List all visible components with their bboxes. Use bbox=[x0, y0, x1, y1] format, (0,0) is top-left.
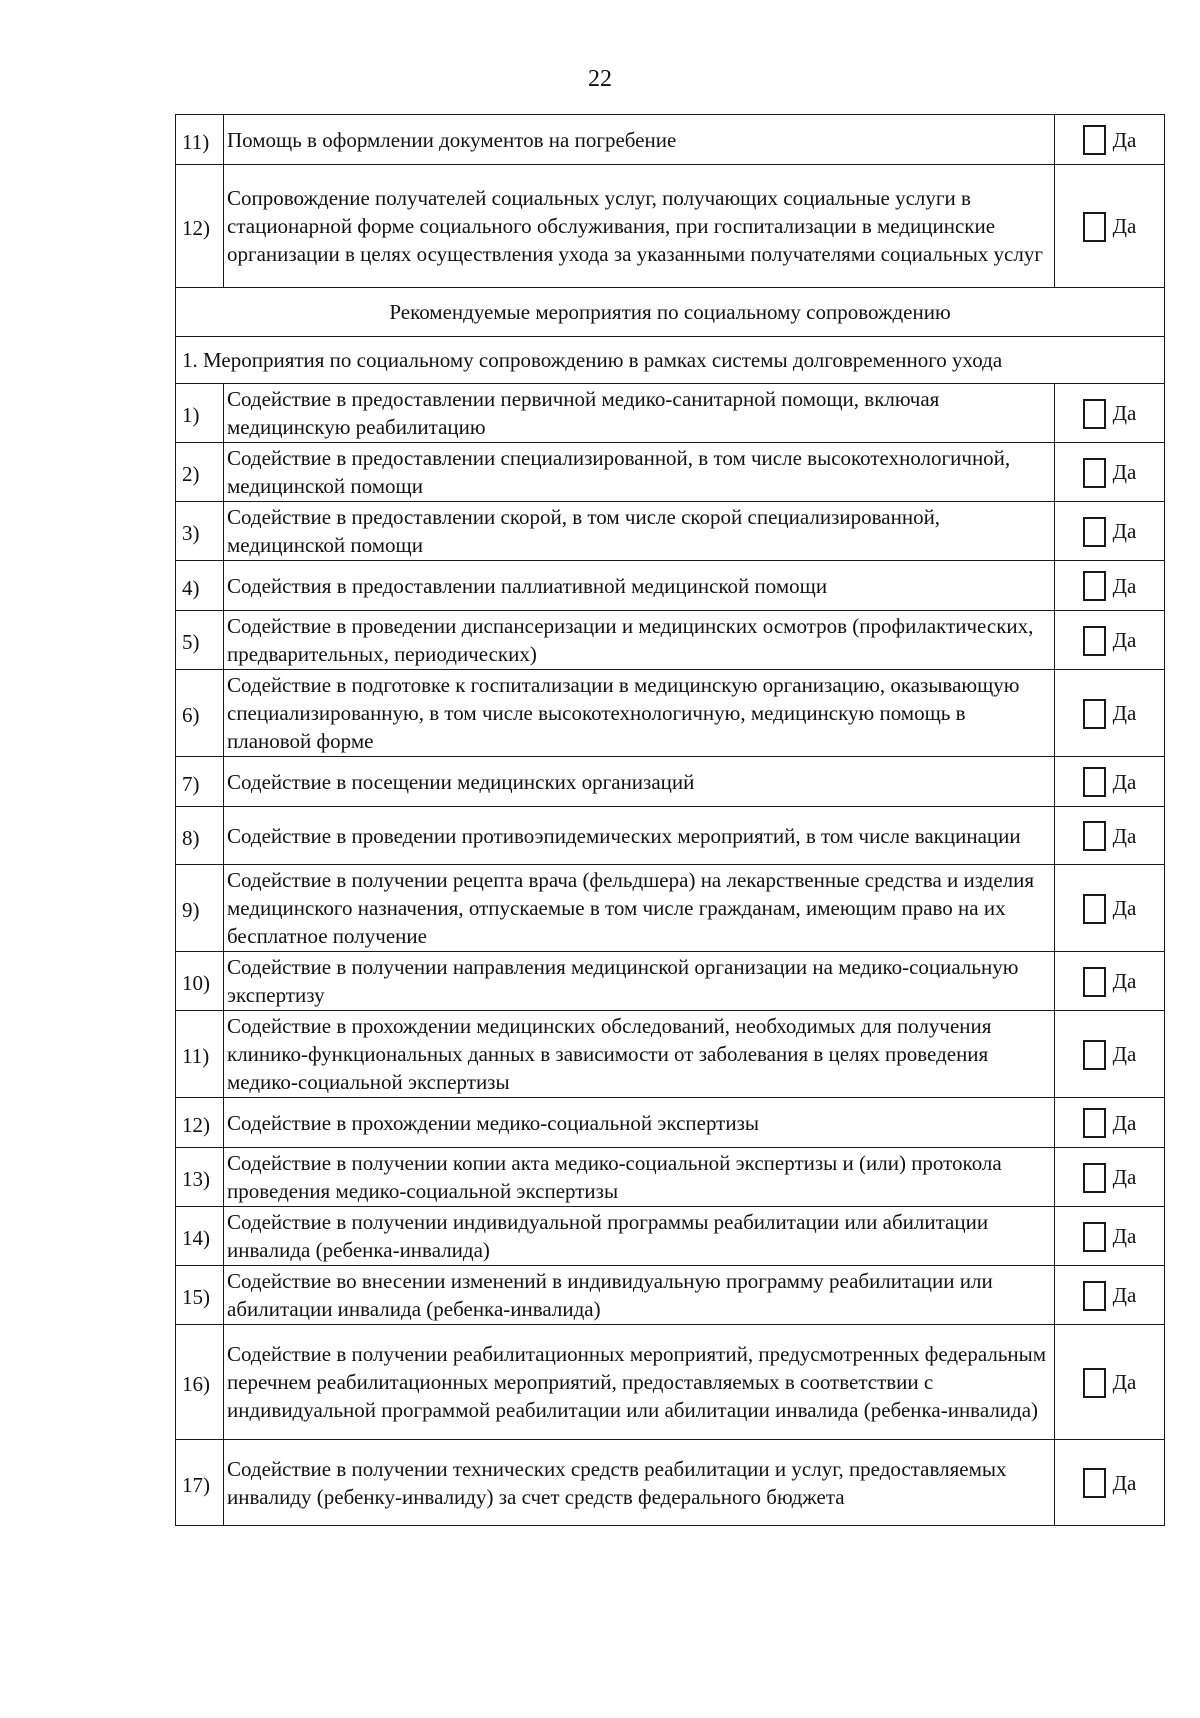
checkbox-label: Да bbox=[1112, 701, 1137, 726]
row-description: Содействие в проведении противоэпидемических мероприятий, в том числе вакцинации bbox=[224, 807, 1055, 865]
row-description: Помощь в оформлении документов на погребение bbox=[224, 115, 1055, 165]
row-number: 10) bbox=[176, 952, 224, 1011]
row-number: 11) bbox=[176, 1011, 224, 1098]
row-description: Содействие в проведении диспансеризации и медицинских осмотров (профилактических, предварительных, периодических) bbox=[224, 611, 1055, 670]
table-row bbox=[176, 807, 1165, 865]
row-number: 14) bbox=[176, 1207, 224, 1266]
table-row bbox=[176, 1325, 1165, 1440]
checkbox-label: Да bbox=[1112, 628, 1137, 653]
row-description: Содействие в предоставлении скорой, в том числе скорой специализированной, медицинской помощи bbox=[224, 502, 1055, 561]
row-number: 16) bbox=[176, 1325, 224, 1440]
checkbox[interactable] bbox=[1083, 1468, 1106, 1498]
checkbox-label: Да bbox=[1112, 824, 1137, 849]
checkbox-label: Да bbox=[1112, 574, 1137, 599]
row-description: Содействие в прохождении медико-социальной экспертизы bbox=[224, 1098, 1055, 1148]
table-row bbox=[176, 952, 1165, 1011]
row-description: Содействие в получении копии акта медико-социальной экспертизы и (или) протокола проведения медико-социальной экспертизы bbox=[224, 1148, 1055, 1207]
checkbox-label: Да bbox=[1112, 1224, 1137, 1249]
yes-checkbox-cell[interactable] bbox=[1055, 952, 1165, 1011]
section-row bbox=[176, 337, 1165, 384]
checkbox-label: Да bbox=[1112, 128, 1137, 153]
activity-rows bbox=[176, 384, 1165, 1526]
table-row bbox=[176, 865, 1165, 952]
table-heading: Рекомендуемые мероприятия по социальному сопровождению bbox=[176, 288, 1165, 337]
checkbox[interactable] bbox=[1083, 1108, 1106, 1138]
table-row bbox=[176, 611, 1165, 670]
checkbox[interactable] bbox=[1083, 1281, 1106, 1311]
checkbox[interactable] bbox=[1083, 821, 1106, 851]
row-number: 13) bbox=[176, 1148, 224, 1207]
page-number: 22 bbox=[588, 66, 612, 92]
yes-checkbox-cell[interactable] bbox=[1055, 384, 1165, 443]
yes-checkbox-cell[interactable] bbox=[1055, 1207, 1165, 1266]
row-description: Сопровождение получателей социальных услуг, получающих социальные услуги в стационарной форме социального обслуживания, при госпитализации в медицинские организации в целях осуществления ухода за указанными получателями социальных услуг bbox=[224, 165, 1055, 288]
row-description: Содействие в получении технических средств реабилитации и услуг, предоставляемых инвалиду (ребенку-инвалиду) за счет средств федерального бюджета bbox=[224, 1440, 1055, 1526]
row-description: Содействие в предоставлении специализированной, в том числе высокотехнологичной, медицинской помощи bbox=[224, 443, 1055, 502]
row-number: 15) bbox=[176, 1266, 224, 1325]
row-number: 3) bbox=[176, 502, 224, 561]
yes-checkbox-cell[interactable] bbox=[1055, 1011, 1165, 1098]
checkbox-label: Да bbox=[1112, 214, 1137, 239]
row-number: 9) bbox=[176, 865, 224, 952]
yes-checkbox-cell[interactable] bbox=[1055, 165, 1165, 288]
table-row bbox=[176, 670, 1165, 757]
row-description: Содействие в предоставлении первичной медико-санитарной помощи, включая медицинскую реабилитацию bbox=[224, 384, 1055, 443]
checkbox-label: Да bbox=[1112, 1111, 1137, 1136]
row-description: Содействие во внесении изменений в индивидуальную программу реабилитации или абилитации инвалида (ребенка-инвалида) bbox=[224, 1266, 1055, 1325]
row-description: Содействие в подготовке к госпитализации в медицинскую организацию, оказывающую специализированную, в том числе высокотехнологичную, медицинскую помощь в плановой форме bbox=[224, 670, 1055, 757]
checkbox[interactable] bbox=[1083, 1222, 1106, 1252]
top-rows bbox=[176, 115, 1165, 288]
checkbox[interactable] bbox=[1083, 894, 1106, 924]
yes-checkbox-cell[interactable] bbox=[1055, 807, 1165, 865]
checkbox[interactable] bbox=[1083, 626, 1106, 656]
row-number: 6) bbox=[176, 670, 224, 757]
yes-checkbox-cell[interactable] bbox=[1055, 611, 1165, 670]
row-number: 12) bbox=[176, 165, 224, 288]
table-row bbox=[176, 384, 1165, 443]
row-description: Содействие в получении рецепта врача (фельдшера) на лекарственные средства и изделия медицинского назначения, отпускаемые в том числе гражданам, имеющим право на их бесплатное получение bbox=[224, 865, 1055, 952]
checkbox[interactable] bbox=[1083, 967, 1106, 997]
table-row bbox=[176, 561, 1165, 611]
heading-rows bbox=[176, 288, 1165, 384]
checkbox[interactable] bbox=[1083, 699, 1106, 729]
checkbox-label: Да bbox=[1112, 460, 1137, 485]
row-number: 7) bbox=[176, 757, 224, 807]
service-table bbox=[175, 114, 1165, 1526]
table-row bbox=[176, 1440, 1165, 1526]
checkbox[interactable] bbox=[1083, 399, 1106, 429]
table-row bbox=[176, 1148, 1165, 1207]
row-number: 4) bbox=[176, 561, 224, 611]
checkbox[interactable] bbox=[1083, 458, 1106, 488]
yes-checkbox-cell[interactable] bbox=[1055, 865, 1165, 952]
table-row bbox=[176, 1098, 1165, 1148]
yes-checkbox-cell[interactable] bbox=[1055, 1148, 1165, 1207]
yes-checkbox-cell[interactable] bbox=[1055, 757, 1165, 807]
yes-checkbox-cell[interactable] bbox=[1055, 502, 1165, 561]
table-row bbox=[176, 443, 1165, 502]
yes-checkbox-cell[interactable] bbox=[1055, 670, 1165, 757]
table-row bbox=[176, 502, 1165, 561]
yes-checkbox-cell[interactable] bbox=[1055, 1098, 1165, 1148]
yes-checkbox-cell[interactable] bbox=[1055, 1440, 1165, 1526]
table-row bbox=[176, 115, 1165, 165]
checkbox-label: Да bbox=[1112, 1370, 1137, 1395]
checkbox[interactable] bbox=[1083, 571, 1106, 601]
yes-checkbox-cell[interactable] bbox=[1055, 561, 1165, 611]
checkbox-label: Да bbox=[1112, 519, 1137, 544]
checkbox-label: Да bbox=[1112, 1165, 1137, 1190]
row-number: 8) bbox=[176, 807, 224, 865]
row-description: Содействие в получении реабилитационных мероприятий, предусмотренных федеральным перечнем реабилитационных мероприятий, предоставляемых в соответствии с индивидуальной программой реабилитации или абилитации инвалида (ребенка-инвалида) bbox=[224, 1325, 1055, 1440]
row-description: Содействие в прохождении медицинских обследований, необходимых для получения клинико-функциональных данных в зависимости от заболевания в целях проведения медико-социальной экспертизы bbox=[224, 1011, 1055, 1098]
checkbox-label: Да bbox=[1112, 1283, 1137, 1308]
yes-checkbox-cell[interactable] bbox=[1055, 115, 1165, 165]
checkbox-label: Да bbox=[1112, 401, 1137, 426]
row-number: 12) bbox=[176, 1098, 224, 1148]
heading-row bbox=[176, 288, 1165, 337]
yes-checkbox-cell[interactable] bbox=[1055, 1325, 1165, 1440]
table-row bbox=[176, 1266, 1165, 1325]
checkbox[interactable] bbox=[1083, 767, 1106, 797]
yes-checkbox-cell[interactable] bbox=[1055, 1266, 1165, 1325]
table-row bbox=[176, 1011, 1165, 1098]
row-number: 17) bbox=[176, 1440, 224, 1526]
section-title: 1. Мероприятия по социальному сопровождению в рамках системы долговременного ухода bbox=[176, 337, 1165, 384]
checkbox[interactable] bbox=[1083, 517, 1106, 547]
row-number: 5) bbox=[176, 611, 224, 670]
table-row bbox=[176, 1207, 1165, 1266]
checkbox-label: Да bbox=[1112, 969, 1137, 994]
checkbox-label: Да bbox=[1112, 896, 1137, 921]
row-description: Содействия в предоставлении паллиативной медицинской помощи bbox=[224, 561, 1055, 611]
checkbox-label: Да bbox=[1112, 1042, 1137, 1067]
checkbox[interactable] bbox=[1083, 1040, 1106, 1070]
yes-checkbox-cell[interactable] bbox=[1055, 443, 1165, 502]
checkbox[interactable] bbox=[1083, 212, 1106, 242]
checkbox[interactable] bbox=[1083, 1163, 1106, 1193]
row-number: 2) bbox=[176, 443, 224, 502]
table-row bbox=[176, 165, 1165, 288]
checkbox[interactable] bbox=[1083, 125, 1106, 155]
row-number: 11) bbox=[176, 115, 224, 165]
checkbox-label: Да bbox=[1112, 1471, 1137, 1496]
row-description: Содействие в получении направления медицинской организации на медико-социальную экспертизу bbox=[224, 952, 1055, 1011]
row-description: Содействие в получении индивидуальной программы реабилитации или абилитации инвалида (ребенка-инвалида) bbox=[224, 1207, 1055, 1266]
checkbox[interactable] bbox=[1083, 1368, 1106, 1398]
table-row bbox=[176, 757, 1165, 807]
row-description: Содействие в посещении медицинских организаций bbox=[224, 757, 1055, 807]
row-number: 1) bbox=[176, 384, 224, 443]
checkbox-label: Да bbox=[1112, 770, 1137, 795]
